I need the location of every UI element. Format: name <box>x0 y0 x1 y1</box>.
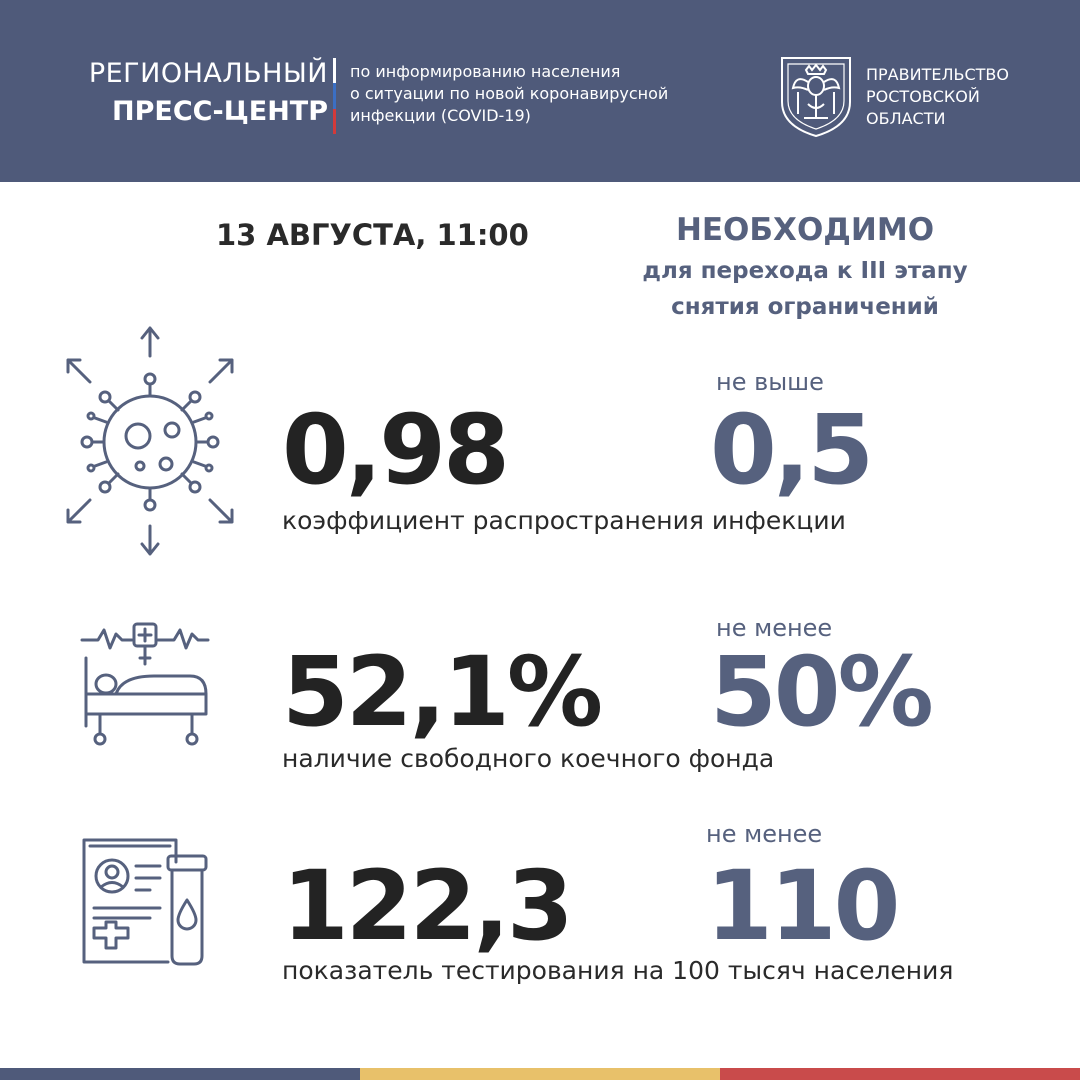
header-description-line: по информированию населения <box>350 62 621 81</box>
header-description-line: инфекции (COVID-19) <box>350 106 531 125</box>
coat-of-arms-icon <box>780 56 852 138</box>
header-description <box>350 61 668 127</box>
metric-qualifier: не выше <box>716 368 824 396</box>
metric-qualifier: не менее <box>716 614 833 642</box>
metric-qualifier: не менее <box>706 820 823 848</box>
report-date: 13 АВГУСТА, 11:00 <box>216 218 529 252</box>
brand-title-line2: ПРЕСС-ЦЕНТР <box>112 96 328 127</box>
metric-label: показатель тестирования на 100 тысяч населения <box>282 956 954 985</box>
government-title-line: ОБЛАСТИ <box>866 109 946 128</box>
metric-target-free-beds: 50% <box>710 636 931 748</box>
virus-spread-icon <box>62 322 238 562</box>
brand-title-line1: РЕГИОНАЛЬНЫЙ <box>88 58 328 89</box>
medical-test-icon <box>80 836 214 968</box>
government-title <box>866 64 1009 130</box>
metric-value-free-beds: 52,1% <box>282 636 601 748</box>
metric-target-testing-rate: 110 <box>706 850 898 962</box>
requirement-subtitle-line: снятия ограничений <box>671 294 939 320</box>
hospital-bed-icon <box>80 618 212 748</box>
metric-label: коэффициент распространения инфекции <box>282 506 846 535</box>
requirement-title: НЕОБХОДИМО <box>675 212 935 248</box>
tricolor-divider <box>333 58 336 134</box>
metric-value-testing-rate: 122,3 <box>282 850 571 962</box>
government-title-line: РОСТОВСКОЙ <box>866 87 980 106</box>
metric-target-transmission-rate: 0,5 <box>710 394 872 506</box>
requirement-subtitle-line: для перехода к III этапу <box>642 258 968 284</box>
metric-value-transmission-rate: 0,98 <box>282 394 507 506</box>
government-title-line: ПРАВИТЕЛЬСТВО <box>866 65 1009 84</box>
metric-label: наличие свободного коечного фонда <box>282 744 775 773</box>
footer-stripe <box>0 1068 1080 1080</box>
header-bar <box>0 0 1080 182</box>
header-description-line: о ситуации по новой коронавирусной <box>350 84 669 103</box>
